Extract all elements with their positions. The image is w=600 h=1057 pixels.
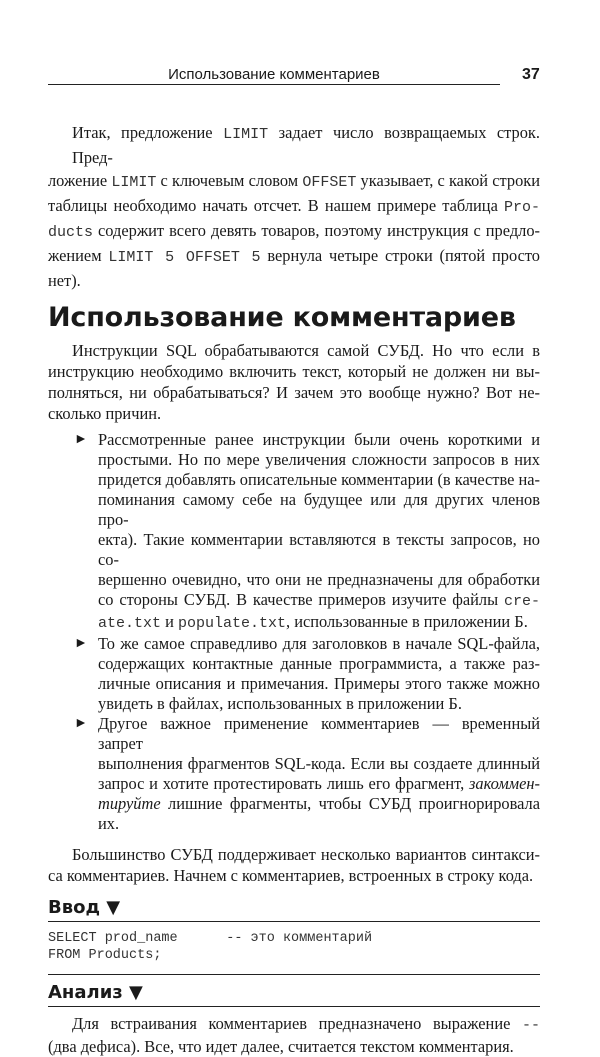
running-header bbox=[48, 66, 500, 85]
text-run: поминания самому себе на будущее или для других членов про- bbox=[98, 490, 540, 529]
inline-code: LIMIT 5 OFFSET 5 bbox=[108, 249, 261, 266]
text-line bbox=[48, 1036, 540, 1057]
inline-code: ducts bbox=[48, 224, 94, 241]
inline-code: LIMIT bbox=[223, 126, 269, 143]
inline-code: populate.txt bbox=[177, 615, 287, 632]
inline-code: OFFSET bbox=[302, 174, 357, 191]
text-line bbox=[98, 654, 540, 674]
text-run: То же самое справедливо для заголовков в начале SQL-файла, bbox=[98, 634, 540, 653]
text-line bbox=[48, 340, 540, 361]
text-run: задает число возвращаемых строк. Пред- bbox=[72, 123, 540, 167]
text-line bbox=[98, 612, 540, 634]
emphasis: закоммен- bbox=[469, 774, 540, 793]
text-run: и bbox=[161, 612, 178, 631]
text-line bbox=[48, 844, 540, 865]
inline-code: -- bbox=[521, 1017, 540, 1034]
text-run: Для встраивания комментариев предназначено выражение bbox=[72, 1014, 522, 1033]
text-line bbox=[48, 403, 540, 424]
text-line bbox=[98, 714, 540, 754]
input-heading: Ввод ▼ bbox=[48, 896, 540, 922]
text-run: , использованные в приложении Б. bbox=[286, 612, 528, 631]
text-line bbox=[98, 754, 540, 774]
text-run: Большинство СУБД поддерживает несколько вариантов синтакси- bbox=[72, 845, 540, 864]
text-run: са комментариев. Начнем с комментариев, встроенных в строку кода. bbox=[48, 866, 534, 885]
text-run: вершенно очевидно, что они не предназначены для обработки bbox=[98, 570, 540, 589]
inline-code: cre- bbox=[503, 593, 540, 610]
text-run: указывает, с какой строки bbox=[356, 171, 541, 190]
text-run: придется добавлять описательные комментарии (в качестве на- bbox=[98, 470, 540, 489]
text-run: сколько причин. bbox=[48, 404, 162, 423]
section-intro-paragraph bbox=[48, 340, 540, 424]
text-line bbox=[98, 450, 540, 470]
text-line bbox=[98, 470, 540, 490]
inline-code: ate.txt bbox=[98, 615, 162, 632]
text-run: лишние фрагменты, чтобы СУБД проигнорировала их. bbox=[98, 794, 540, 833]
intro-paragraph bbox=[48, 121, 540, 292]
text-line bbox=[98, 490, 540, 530]
text-run: Инструкции SQL обрабатываются самой СУБД. Но что если в bbox=[72, 341, 540, 360]
text-run: личные описания и примечания. Примеры этого также можно bbox=[98, 674, 540, 693]
text-line bbox=[48, 219, 540, 244]
text-line bbox=[48, 121, 540, 169]
analysis-paragraph bbox=[48, 1013, 540, 1057]
text-run: ложение bbox=[48, 171, 112, 190]
page-number: 37 bbox=[522, 66, 540, 83]
text-run: увидеть в файлах, использованных в приложении Б. bbox=[98, 694, 462, 713]
text-line bbox=[98, 774, 540, 794]
text-run: вернула четыре строки (пятой просто нет). bbox=[48, 246, 540, 290]
text-run: простыми. Но по мере увеличения сложности запросов в них bbox=[98, 450, 540, 469]
text-run: с ключевым словом bbox=[156, 171, 303, 190]
text-run: екта). Такие комментарии вставляются в тексты запросов, но со- bbox=[98, 530, 540, 569]
text-line bbox=[98, 794, 540, 834]
text-run: выполнения фрагментов SQL-кода. Если вы создаете длинный bbox=[98, 754, 540, 773]
syntax-paragraph bbox=[48, 844, 540, 886]
text-run: содержит всего девять товаров, поэтому инструкция с предло- bbox=[93, 221, 540, 240]
text-run: (два дефиса). Все, что идет далее, считается текстом комментария. bbox=[48, 1037, 514, 1056]
bullet-triangle-icon: ► bbox=[74, 636, 88, 651]
text-run: жением bbox=[48, 246, 109, 265]
text-line bbox=[98, 530, 540, 570]
text-line bbox=[48, 1013, 540, 1036]
text-run: Другое важное применение комментариев — временный запрет bbox=[98, 714, 540, 753]
text-run: полняться, ни обрабатываться? И зачем это вообще нужно? Вот не- bbox=[48, 383, 540, 402]
text-run: инструкцию необходимо включить текст, который не должен ни вы- bbox=[48, 362, 540, 381]
text-line bbox=[98, 570, 540, 590]
text-run: содержащих контактные данные программиста, а также раз- bbox=[98, 654, 540, 673]
text-run: Итак, предложение bbox=[72, 123, 224, 142]
section-heading: Использование комментариев bbox=[48, 302, 516, 333]
page-body bbox=[48, 121, 540, 1057]
text-line bbox=[48, 361, 540, 382]
bullet-triangle-icon: ► bbox=[74, 716, 88, 731]
text-run: Рассмотренные ранее инструкции были очень короткими и bbox=[98, 430, 540, 449]
list-item bbox=[48, 634, 540, 714]
text-line bbox=[48, 865, 540, 886]
text-line bbox=[98, 694, 540, 714]
text-line bbox=[98, 430, 540, 450]
text-line bbox=[98, 634, 540, 654]
text-line bbox=[48, 194, 540, 219]
text-line bbox=[98, 674, 540, 694]
bullet-list bbox=[48, 430, 540, 834]
list-item bbox=[48, 714, 540, 834]
emphasis: тируйте bbox=[98, 794, 161, 813]
bullet-triangle-icon: ► bbox=[74, 432, 88, 447]
code-listing: SELECT prod_name -- это комментарий FROM Products; bbox=[48, 922, 540, 975]
text-run: таблицы необходимо начать отсчет. В нашем примере таблица bbox=[48, 196, 504, 215]
text-line bbox=[48, 169, 540, 194]
running-title: Использование комментариев bbox=[168, 66, 380, 83]
text-line bbox=[98, 590, 540, 612]
inline-code: Pro- bbox=[503, 199, 540, 216]
text-run: со стороны СУБД. В качестве примеров изучите файлы bbox=[98, 590, 504, 609]
text-line bbox=[48, 244, 540, 292]
inline-code: LIMIT bbox=[111, 174, 157, 191]
list-item bbox=[48, 430, 540, 634]
analysis-heading: Анализ ▼ bbox=[48, 981, 540, 1007]
text-run: запрос и хотите протестировать лишь его фрагмент, bbox=[98, 774, 469, 793]
text-line bbox=[48, 382, 540, 403]
